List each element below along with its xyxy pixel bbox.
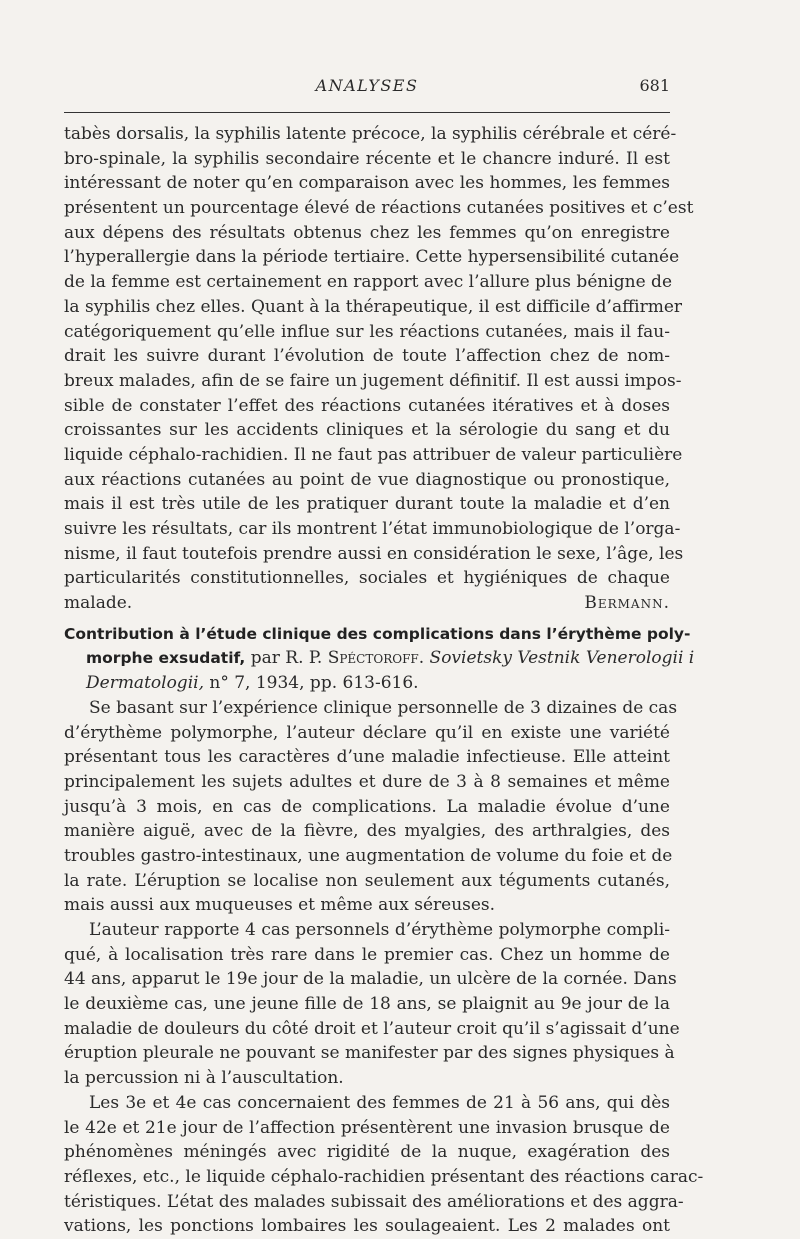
- text-line: de la femme est certainement en rapport avec l’allure plus bénigne de: [64, 272, 672, 293]
- text-line: aux réactions cutanées au point de vue diagnostique ou pronostique,: [64, 469, 670, 490]
- journal-name-part-1: Sovietsky Vestnik Venerologii i: [429, 648, 695, 669]
- text-line: 44 ans, apparut le 19e jour de la maladie, un ulcère de la cornée. Dans: [64, 969, 677, 990]
- page-header: [64, 76, 670, 100]
- text-line: présentant tous les caractères d’une maladie infectieuse. Elle atteint: [64, 747, 670, 768]
- text-line: éruption pleurale ne pouvant se manifester par des signes physiques à: [64, 1043, 675, 1064]
- text-line: tabès dorsalis, la syphilis latente précoce, la syphilis cérébrale et céré-: [64, 124, 677, 144]
- text-line: l’hyperallergie dans la période tertiaire. Cette hypersensibilité cutanée: [64, 247, 680, 268]
- text-line: croissantes sur les accidents cliniques et la sérologie du sang et du: [64, 420, 670, 441]
- text-line: catégoriquement qu’elle influe sur les réactions cutanées, mais il fau-: [64, 321, 670, 342]
- text-line: manière aiguë, avec de la fièvre, des myalgies, des arthralgies, des: [64, 821, 670, 842]
- text-line: Les 3e et 4e cas concernaient des femmes de 21 à 56 ans, qui dès: [89, 1092, 670, 1113]
- text-line: mais il est très utile de les pratiquer durant toute la maladie et d’en: [64, 494, 670, 515]
- review-last-line: malade.: [64, 593, 133, 614]
- review-closing-line: [64, 591, 670, 616]
- text-line: bro-spinale, la syphilis secondaire récente et le chancre induré. Il est: [64, 148, 670, 169]
- reviewer-signature: Bermann.: [584, 593, 670, 614]
- paragraph: [64, 918, 680, 1091]
- header-rule: [64, 112, 670, 113]
- text-line: qué, à localisation très rare dans le premier cas. Chez un homme de: [64, 944, 670, 965]
- review-spectoroff: [64, 696, 704, 1239]
- text-line: présentent un pourcentage élevé de réactions cutanées positives et c’est: [64, 198, 694, 219]
- review-title-end: morphe exsudatif,: [86, 649, 246, 668]
- review-title-line-3: [64, 671, 670, 696]
- text-line: nisme, il faut toutefois prendre aussi en considération le sexe, l’âge, les: [64, 543, 684, 564]
- page-number: 681: [639, 76, 670, 95]
- text-line: Se basant sur l’expérience clinique personnelle de 3 dizaines de cas: [89, 697, 678, 718]
- review-title-line-1: Contribution à l’étude clinique des complications dans l’érythème poly-: [64, 624, 691, 643]
- text-line: aux dépens des résultats obtenus chez les femmes qu’on enregistre: [64, 222, 670, 243]
- text-line: la percussion ni à l’auscultation.: [64, 1068, 344, 1089]
- text-line: d’érythème polymorphe, l’auteur déclare qu’il en existe une variété: [64, 722, 670, 743]
- text-line: intéressant de noter qu’en comparaison avec les hommes, les femmes: [64, 173, 670, 194]
- text-line: le 42e et 21e jour de l’affection présentèrent une invasion brusque de: [64, 1117, 670, 1138]
- text-line: jusqu’à 3 mois, en cas de complications. La maladie évolue d’une: [64, 796, 670, 817]
- review-title-line-2: [64, 646, 695, 671]
- text-line: liquide céphalo-rachidien. Il ne faut pas attribuer de valeur particulière: [64, 444, 683, 465]
- text-line: maladie de douleurs du côté droit et l’auteur croit qu’il s’agissait d’une: [64, 1018, 680, 1039]
- review-author: Spéctoroff.: [327, 648, 425, 669]
- paragraph: [64, 696, 678, 918]
- text-line: téristiques. L’état des malades subissait des améliorations et des aggra-: [64, 1191, 684, 1212]
- review-bermann: [64, 122, 694, 591]
- text-line: particularités constitutionnelles, sociales et hygiéniques de chaque: [64, 568, 670, 589]
- paragraph: [64, 1091, 704, 1239]
- text-line: L’auteur rapporte 4 cas personnels d’érythème polymorphe compli-: [89, 920, 670, 940]
- text-line: suivre les résultats, car ils montrent l’état immunobiologique de l’orga-: [64, 519, 681, 539]
- running-title: ANALYSES: [315, 76, 419, 95]
- journal-issue: n° 7, 1934, pp. 613-616.: [203, 673, 419, 694]
- text-line: la syphilis chez elles. Quant à la thérapeutique, il est difficile d’affirmer: [64, 296, 683, 317]
- text-line: phénomènes méningés avec rigidité de la nuque, exagération des: [64, 1142, 670, 1163]
- text-line: réflexes, etc., le liquide céphalo-rachidien présentant des réactions carac-: [64, 1166, 704, 1187]
- page-body: [64, 122, 704, 1239]
- text-line: mais aussi aux muqueuses et même aux séreuses.: [64, 895, 496, 916]
- text-line: sible de constater l’effet des réactions cutanées itératives et à doses: [64, 395, 670, 416]
- text-line: drait les suivre durant l’évolution de toute l’affection chez de nom-: [64, 346, 670, 367]
- journal-name-part-2: Dermatologii,: [86, 673, 204, 694]
- text-line: principalement les sujets adultes et dure de 3 à 8 semaines et même: [64, 771, 670, 792]
- review-heading: [64, 622, 695, 696]
- text-line: le deuxième cas, une jeune fille de 18 ans, se plaignit au 9e jour de la: [64, 994, 670, 1015]
- text-line: la rate. L’éruption se localise non seulement aux téguments cutanés,: [64, 870, 670, 891]
- text-line: troubles gastro-intestinaux, une augmentation de volume du foie et de: [64, 845, 673, 866]
- text-line: breux malades, afin de se faire un jugement définitif. Il est aussi impos-: [64, 370, 682, 391]
- text-line: vations, les ponctions lombaires les soulageaient. Les 2 malades ont: [64, 1216, 670, 1237]
- review-by: par R. P.: [245, 648, 328, 669]
